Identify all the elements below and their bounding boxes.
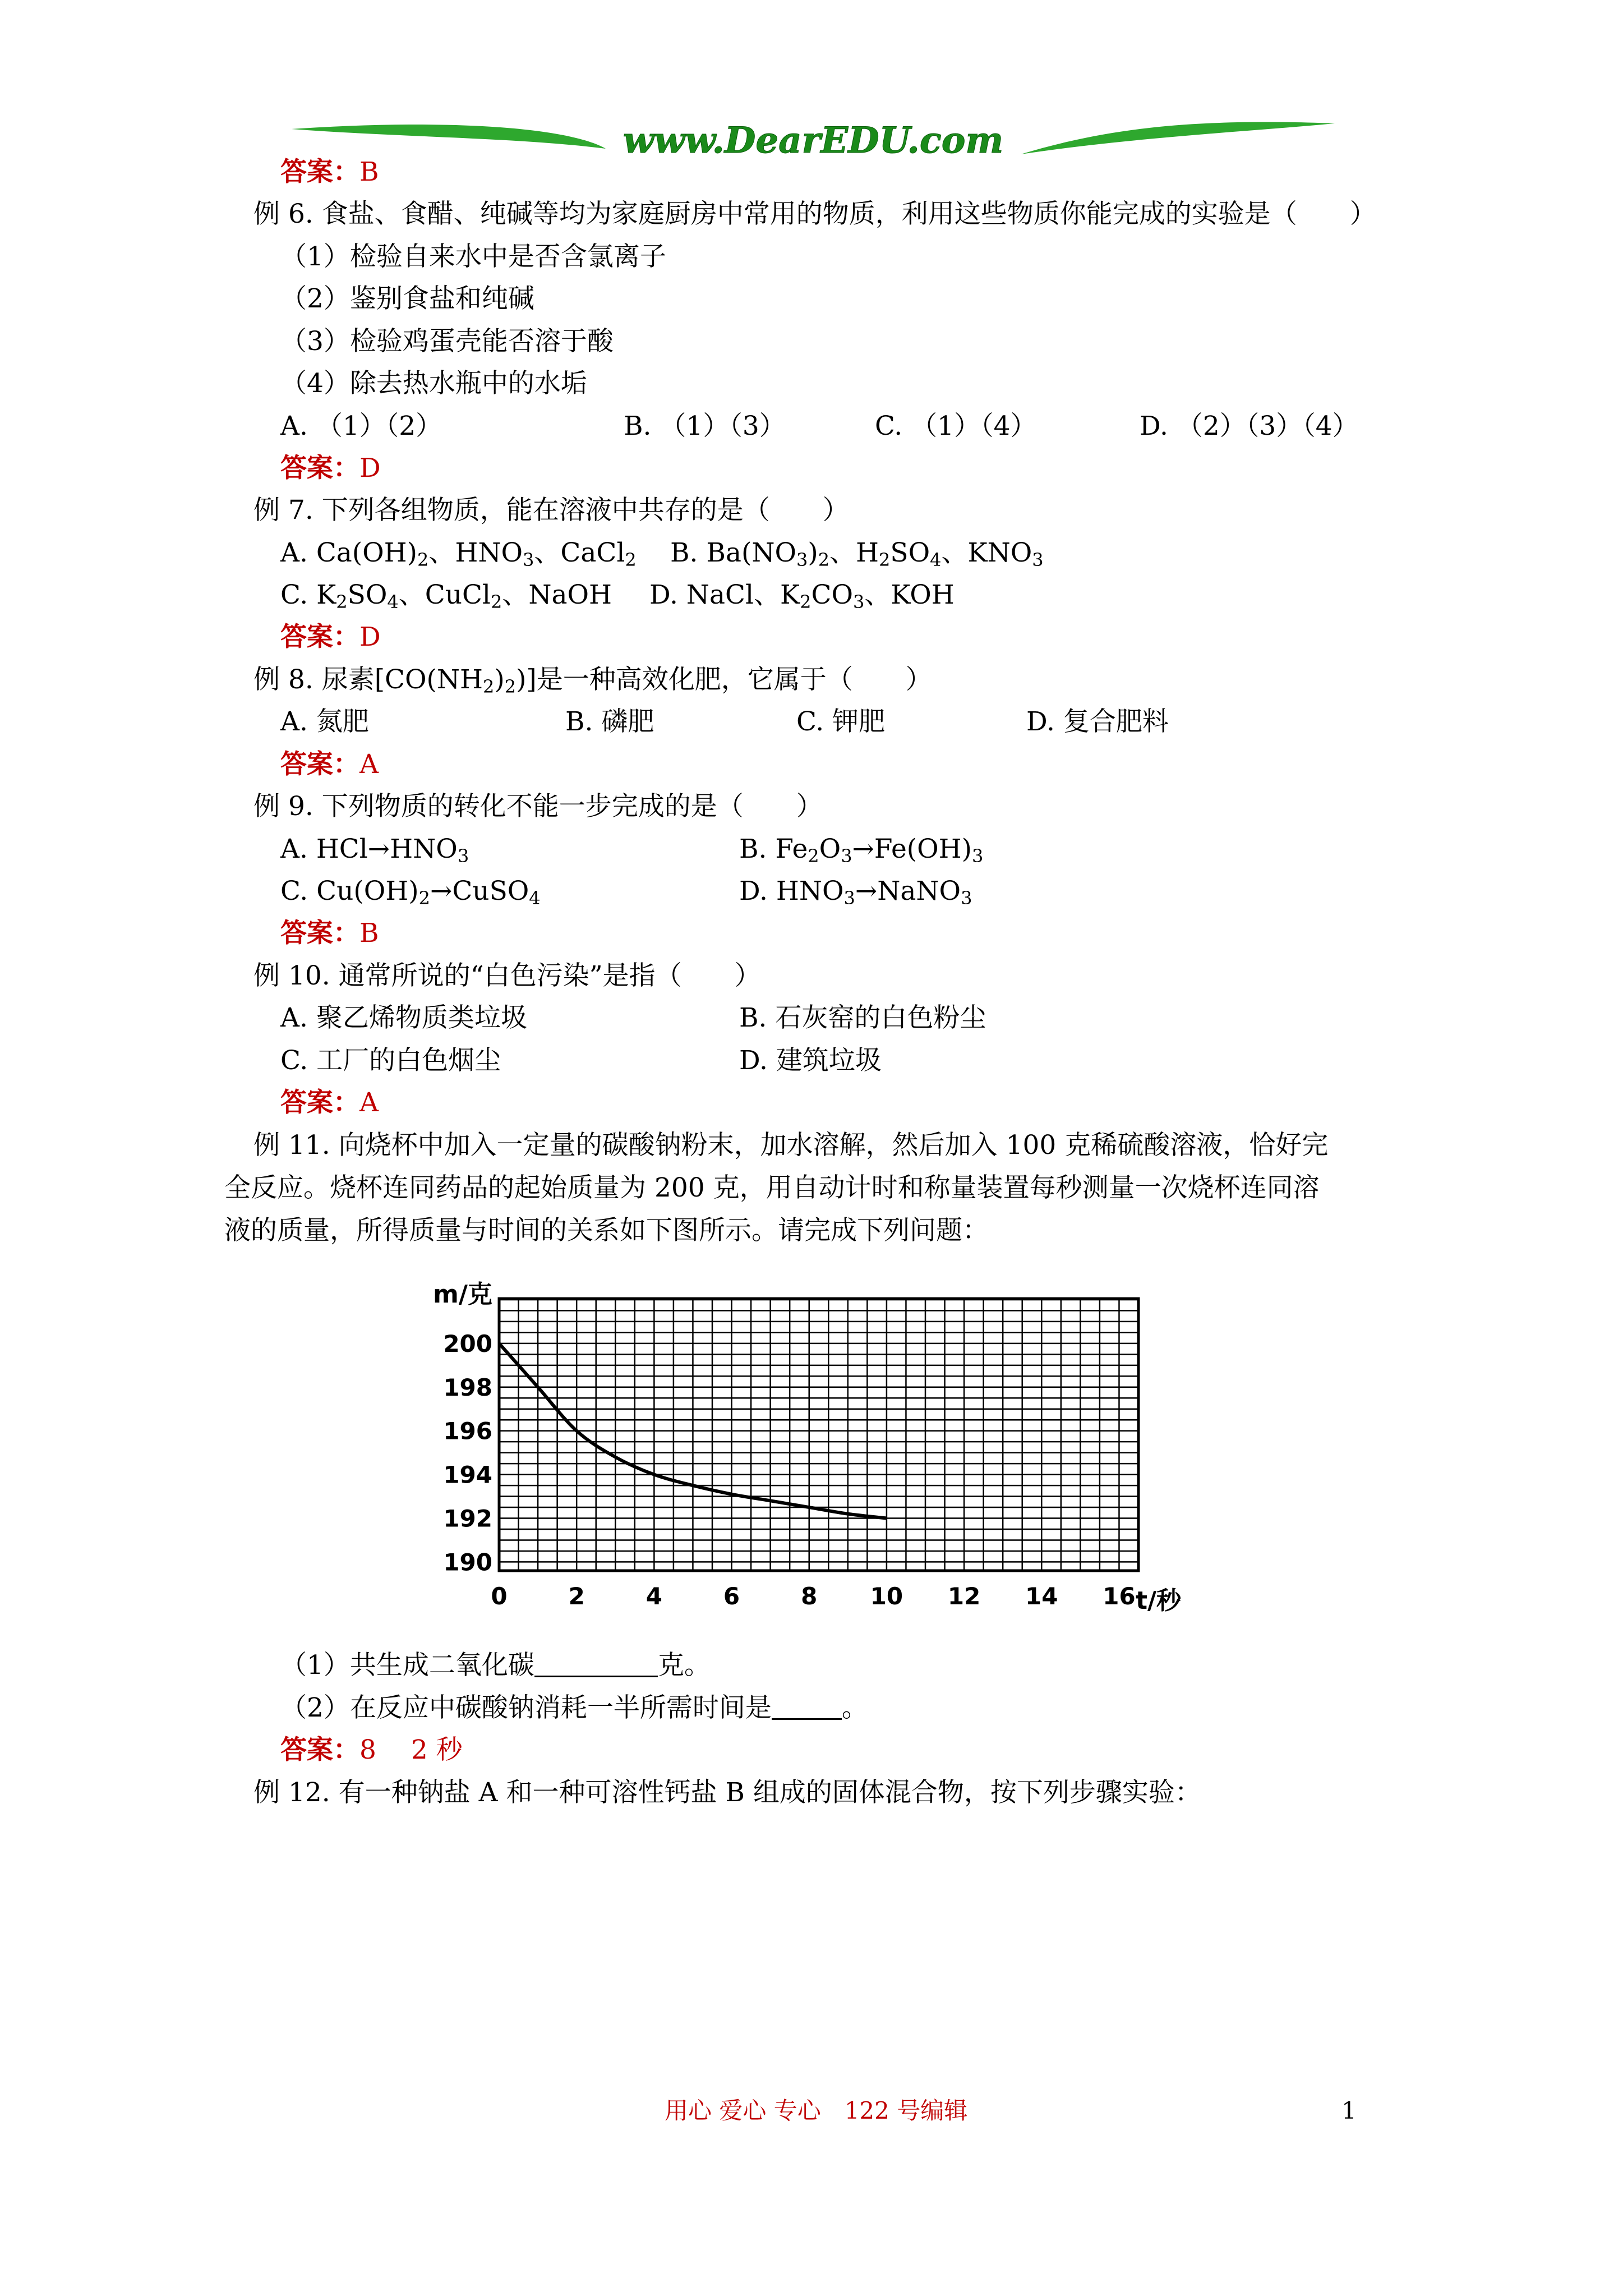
q7-option-c: C. $K_2SO_4$、CuCl$_2$、NaOH: [280, 579, 612, 613]
y-tick-label: 196: [443, 1417, 492, 1445]
q10-option-c: C. 工厂的白色烟尘: [280, 1045, 501, 1076]
x-tick-label: 16: [1103, 1582, 1136, 1610]
q9-stem: 例 9. 下列物质的转化不能一步完成的是（ ）: [253, 791, 823, 822]
q7-option-b: B. $Ba(NO_3)_2$、$H_2SO_4$、$KNO_3$: [670, 537, 1044, 570]
q6-option-a: A. （1）（2）: [280, 411, 442, 441]
x-tick-label: 2: [568, 1582, 585, 1610]
x-tick-label: 0: [491, 1582, 508, 1610]
answer-7: 答案：D: [280, 622, 381, 652]
q10-stem: 例 10. 通常所说的“白色污染”是指（ ）: [253, 960, 761, 991]
answer-9: 答案：B: [280, 918, 379, 949]
q8-option-b: B. 磷肥: [565, 706, 654, 737]
chart-grid: [499, 1299, 1138, 1571]
q8-stem: 例 8. 尿素$[CO(NH_2)_2)$]是一种高效化肥，它属于（ ）: [253, 664, 932, 697]
answer-value: B: [359, 157, 379, 187]
q6-item-4: （4）除去热水瓶中的水垢: [280, 368, 587, 399]
blank-2[interactable]: [772, 1694, 842, 1720]
footer-text: 用心 爱心 专心 122 号编辑: [665, 2097, 968, 2124]
q10-option-a: A. 聚乙烯物质类垃圾: [280, 1002, 527, 1033]
q7-option-d: D. NaCl、$K_2CO_3$、KOH: [649, 579, 955, 613]
q6-option-d: D. （2）（3）（4）: [1140, 411, 1359, 441]
blank-1[interactable]: [534, 1651, 658, 1677]
q11-sub-2: （2）在反应中碳酸钠消耗一半所需时间是 。: [280, 1692, 868, 1723]
y-tick-label: 200: [443, 1329, 492, 1358]
q6-item-2: （2）鉴别食盐和纯碱: [280, 283, 534, 314]
q6-option-c: C. （1）（4）: [875, 411, 1037, 441]
x-tick-labels: [491, 1582, 1135, 1610]
q9-option-d: D. $HNO_3\to NaNO_3$: [739, 876, 972, 909]
header-banner: [292, 107, 1335, 168]
answer-8: 答案：A: [280, 749, 379, 780]
q11-sub-1: （1）共生成二氧化碳 克。: [280, 1650, 711, 1681]
x-tick-label: 4: [645, 1582, 662, 1610]
q11-line-1: 例 11. 向烧杯中加入一定量的碳酸钠粉末，加水溶解，然后加入 100 克稀硫酸溶液，恰好完: [253, 1130, 1329, 1161]
q8-option-d: D. 复合肥料: [1026, 706, 1169, 737]
answer-11: 答案：8 2 秒: [280, 1734, 463, 1765]
q6-option-b: B. （1）（3）: [624, 411, 786, 441]
banner-swoosh-right: [1021, 122, 1335, 154]
answer-label: 答案：: [280, 157, 359, 187]
q11-line-3: 液的质量，所得质量与时间的关系如下图所示。请完成下列问题：: [224, 1215, 989, 1246]
q9-option-c: C. $Cu(OH)_2\to CuSO_4$: [280, 876, 541, 909]
q8-option-c: C. 钾肥: [796, 706, 886, 737]
y-tick-label: 194: [443, 1461, 492, 1489]
q6-item-1: （1）检验自来水中是否含氯离子: [280, 241, 666, 272]
plot-frame: [499, 1299, 1138, 1571]
q8-option-a: A. 氮肥: [280, 706, 369, 737]
y-tick-label: 190: [443, 1548, 492, 1576]
mass-time-chart: [415, 1257, 1211, 1627]
x-tick-label: 8: [801, 1582, 818, 1610]
q9-option-a: A. $HCl\to HNO_3$: [280, 834, 469, 867]
answer-6: 答案：D: [280, 453, 381, 484]
header-site-text: www.DearEDU.com: [623, 119, 1004, 162]
q7-option-a: A. $Ca(OH)_2$、$HNO_3$、CaCl$_2$: [280, 537, 637, 570]
y-tick-label: 198: [443, 1373, 492, 1401]
q12-stem: 例 12. 有一种钠盐 A 和一种可溶性钙盐 B 组成的固体混合物，按下列步骤实验：: [253, 1777, 1201, 1808]
x-tick-label: 10: [870, 1582, 903, 1610]
answer-10: 答案：A: [280, 1087, 379, 1118]
y-tick-labels: [443, 1330, 492, 1576]
q10-option-d: D. 建筑垃圾: [739, 1045, 882, 1076]
answer-5: [280, 155, 379, 189]
page-number: 1: [1341, 2097, 1357, 2124]
q11-line-2: 全反应。烧杯连同药品的起始质量为 200 克，用自动计时和称量装置每秒测量一次烧杯连同溶: [224, 1172, 1320, 1203]
q6-item-3: （3）检验鸡蛋壳能否溶于酸: [280, 326, 614, 357]
q10-option-b: B. 石灰窑的白色粉尘: [739, 1002, 986, 1033]
q6-stem: 例 6. 食盐、食醋、纯碱等均为家庭厨房中常用的物质，利用这些物质你能完成的实验是（ ）: [253, 199, 1376, 229]
q9-option-b: B. $Fe_2O_3\to Fe(OH)_3$: [739, 834, 984, 867]
x-tick-label: 6: [723, 1582, 740, 1610]
x-tick-label: 14: [1025, 1582, 1058, 1610]
x-axis-label: t/秒: [1136, 1586, 1182, 1615]
q7-stem: 例 7. 下列各组物质，能在溶液中共存的是（ ）: [253, 495, 849, 526]
y-tick-label: 192: [443, 1504, 492, 1533]
banner-swoosh-left: [292, 125, 606, 149]
chart-axes: [499, 1299, 1138, 1571]
y-axis-label: m/克: [433, 1280, 492, 1309]
x-tick-label: 12: [947, 1582, 981, 1610]
